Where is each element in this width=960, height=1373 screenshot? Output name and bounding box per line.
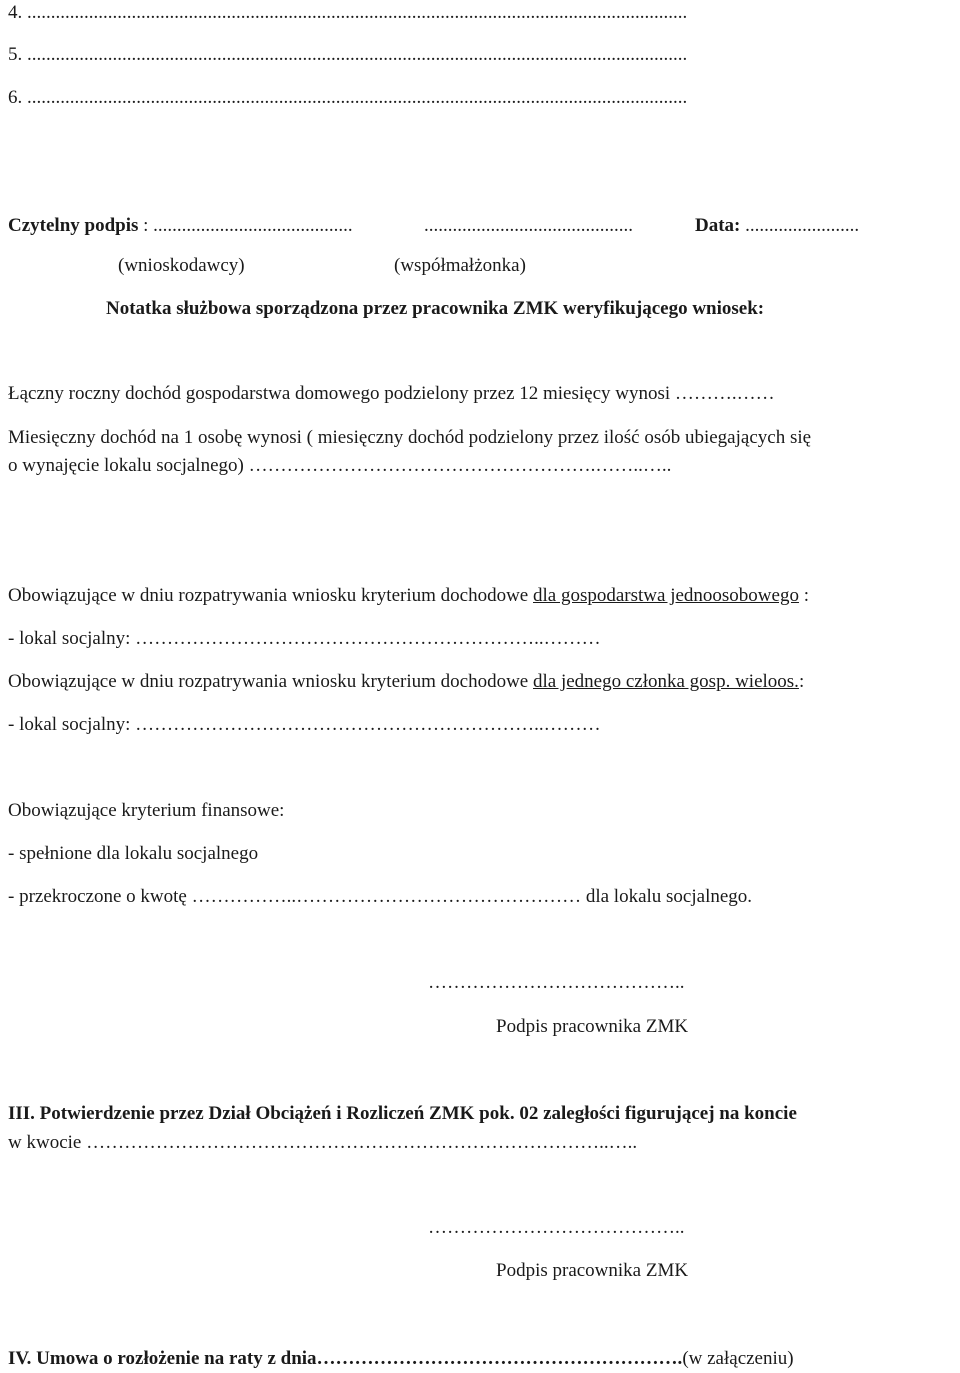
section-3-amount: w kwocie ………………………………………………………………………..…..: [8, 1132, 638, 1153]
monthly-income-line-1: Miesięczny dochód na 1 osobę wynosi ( miesięczny dochód podzielony przez ilość osób ubiegających się: [8, 427, 812, 448]
list-item-6: 6. ...........................................................................................................................................: [8, 87, 688, 108]
monthly-income-line-2: o wynajęcie lokalu socjalnego) ……………………………………………….……..…..: [8, 455, 672, 476]
date-field: ........................: [740, 215, 860, 236]
applicant-signature-field: ..........................................: [153, 215, 353, 236]
financial-exceeded: - przekroczone o kwotę ……………..……………………………………… dla lokalu socjalnego.: [8, 886, 753, 907]
criterion-single-suffix: :: [798, 585, 809, 606]
criterion-single-underlined: dla gospodarstwa jednoosobowego: [533, 585, 799, 606]
section-3-heading: III. Potwierdzenie przez Dział Obciążeń i Rozliczeń ZMK pok. 02 zaległości figurującej na koncie: [8, 1103, 797, 1124]
criterion-single-line: [8, 586, 809, 605]
list-item-4: 4. ...........................................................................................................................................: [8, 2, 688, 23]
staff-signature-field-2: …………………………………..: [428, 1217, 685, 1238]
criterion-multi-prefix: Obowiązujące w dniu rozpatrywania wniosku kryterium dochodowe: [8, 671, 533, 692]
annual-income-line: Łączny roczny dochód gospodarstwa domowego podzielony przez 12 miesięcy wynosi ……….……: [8, 383, 775, 404]
section-4-heading: IV. Umowa o rozłożenie na raty z dnia………………………………………………….: [8, 1348, 683, 1369]
section-4-suffix: (w załączeniu): [682, 1348, 794, 1369]
staff-signature-caption-1: Podpis pracownika ZMK: [496, 1016, 689, 1037]
financial-met: - spełnione dla lokalu socjalnego: [8, 843, 259, 864]
spouse-caption: (współmałżonka): [394, 255, 526, 276]
signature-label: Czytelny podpis: [8, 215, 139, 236]
criterion-multi-value: - lokal socjalny: ………………………………………………………..………: [8, 714, 601, 735]
staff-signature-caption-2: Podpis pracownika ZMK: [496, 1260, 689, 1281]
signature-row: [8, 216, 353, 235]
section-4-line: [8, 1349, 794, 1368]
financial-heading: Obowiązujące kryterium finansowe:: [8, 800, 285, 821]
criterion-multi-suffix: :: [798, 671, 805, 692]
staff-signature-field-1: …………………………………..: [428, 972, 685, 993]
applicant-caption: (wnioskodawcy): [118, 255, 245, 276]
date-label: Data:: [695, 215, 741, 236]
criterion-single-prefix: Obowiązujące w dniu rozpatrywania wniosku kryterium dochodowe: [8, 585, 533, 606]
criterion-single-value: - lokal socjalny: ………………………………………………………..………: [8, 628, 601, 649]
date-row: [695, 216, 859, 235]
note-heading: Notatka służbowa sporządzona przez pracownika ZMK weryfikującego wniosek:: [106, 298, 765, 319]
criterion-multi-line: [8, 672, 804, 691]
spouse-signature-field: ............................................: [424, 215, 633, 236]
criterion-multi-underlined: dla jednego członka gosp. wieloos.: [533, 671, 799, 692]
list-item-5: 5. ...........................................................................................................................................: [8, 44, 688, 65]
signature-separator: :: [138, 215, 154, 236]
